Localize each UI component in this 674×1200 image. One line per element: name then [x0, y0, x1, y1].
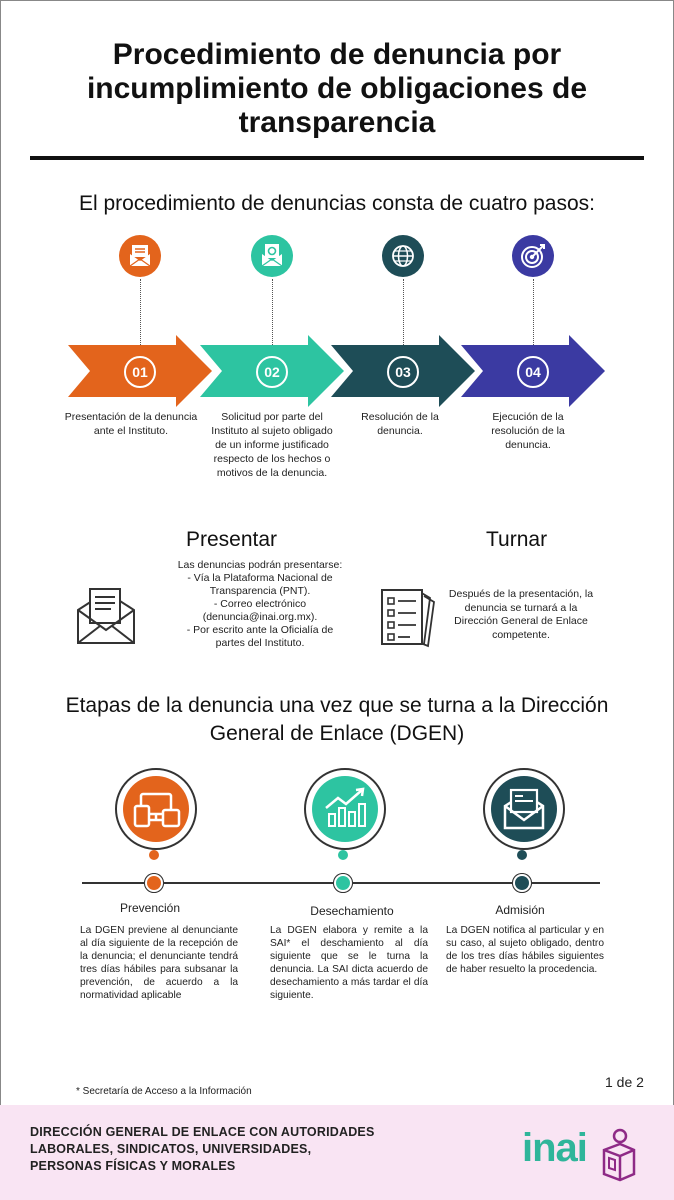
- timeline-dot: [149, 850, 159, 860]
- steps-subtitle: El procedimiento de denuncias consta de cuatro pasos:: [79, 192, 595, 215]
- stage-circle-desechamiento: [304, 768, 386, 850]
- title-divider: [30, 156, 644, 160]
- footer-line: PERSONAS FÍSICAS Y MORALES: [30, 1159, 236, 1173]
- turnar-title: Turnar: [486, 528, 548, 551]
- devices-icon: [123, 776, 189, 842]
- step-description-02: Solicitud por parte del Instituto al sujeto obligado de un informe justificado respecto de los hechos o motivos de la denuncia.: [211, 411, 333, 479]
- timeline-dot: [517, 850, 527, 860]
- presentar-line: - Por escrito ante la Oficialía de: [186, 624, 334, 636]
- step-number-02: 02: [256, 356, 288, 388]
- timeline-marker: [515, 876, 529, 890]
- presentar-title: Presentar: [186, 528, 278, 551]
- footer-department: [30, 1124, 375, 1175]
- footer-line: DIRECCIÓN GENERAL DE ENLACE CON AUTORIDADES: [30, 1125, 375, 1139]
- mail-envelope-icon: [119, 235, 161, 277]
- target-icon: [512, 235, 554, 277]
- page-title: Procedimiento de denuncia por incumplimiento de obligaciones de transparencia: [86, 38, 588, 139]
- growth-chart-icon: [312, 776, 378, 842]
- stage-text-desechamiento: La DGEN elabora y remite a la SAI* el deschamiento al día siguiente que se le turna la denuncia. La SAI dicta acuerdo de desechamiento a más tardar el día siguiente.: [270, 925, 428, 1001]
- footnote: * Secretaría de Acceso a la Información: [76, 1086, 252, 1097]
- timeline-marker: [147, 876, 161, 890]
- step-description-01: Presentación de la denuncia ante el Instituto.: [64, 411, 198, 437]
- presentar-line: Transparencia (PNT).: [209, 585, 311, 597]
- timeline-marker: [336, 876, 350, 890]
- presentar-line: (denuncia@inai.org.mx).: [202, 611, 318, 623]
- stage-text-admision: La DGEN notifica al particular y en su caso, al sujeto obligado, dentro de los tres días hábiles siguientes de haber resuelto la procedencia.: [446, 925, 604, 975]
- email-at-icon: [251, 235, 293, 277]
- presentar-line: - Vía la Plataforma Nacional de: [187, 572, 333, 584]
- presentar-intro: Las denuncias podrán presentarse:: [177, 559, 343, 571]
- stage-circle-admision: [483, 768, 565, 850]
- stage-title-desechamiento: Desechamiento: [310, 904, 394, 918]
- open-envelope-icon: [76, 586, 136, 646]
- step-number-03: 03: [387, 356, 419, 388]
- page-number: 1 de 2: [605, 1074, 644, 1090]
- stage-text-prevencion: La DGEN previene al denunciante al día siguiente de la recepción de la denuncia; el denunciante tendrá tres días hábiles para subsanar la prevención, de acuerdo a la normatividad aplicable: [80, 925, 238, 1001]
- stage-circle-prevencion: [115, 768, 197, 850]
- globe-icon: [382, 235, 424, 277]
- checklist-documents-icon: [380, 588, 438, 648]
- turnar-text: Después de la presentación, la denuncia se turnará a la Dirección General de Enlace competente.: [448, 588, 594, 641]
- step-description-04: Ejecución de la resolución de la denuncia.: [491, 411, 565, 451]
- footer-line: LABORALES, SINDICATOS, UNIVERSIDADES,: [30, 1142, 312, 1156]
- stages-heading: Etapas de la denuncia una vez que se turna a la Dirección General de Enlace (DGEN): [65, 694, 609, 745]
- stage-title-admision: Admisión: [495, 903, 545, 917]
- inai-logo-icon: [598, 1128, 638, 1182]
- step-number-01: 01: [124, 356, 156, 388]
- timeline-dot: [338, 850, 348, 860]
- presentar-line: - Correo electrónico: [213, 598, 307, 610]
- inai-logo-text: inai: [522, 1126, 587, 1170]
- presentar-line: partes del Instituto.: [215, 637, 305, 649]
- letter-envelope-icon: [491, 776, 557, 842]
- stage-title-prevencion: Prevención: [119, 901, 181, 915]
- step-description-03: Resolución de la denuncia.: [361, 411, 439, 437]
- step-number-04: 04: [517, 356, 549, 388]
